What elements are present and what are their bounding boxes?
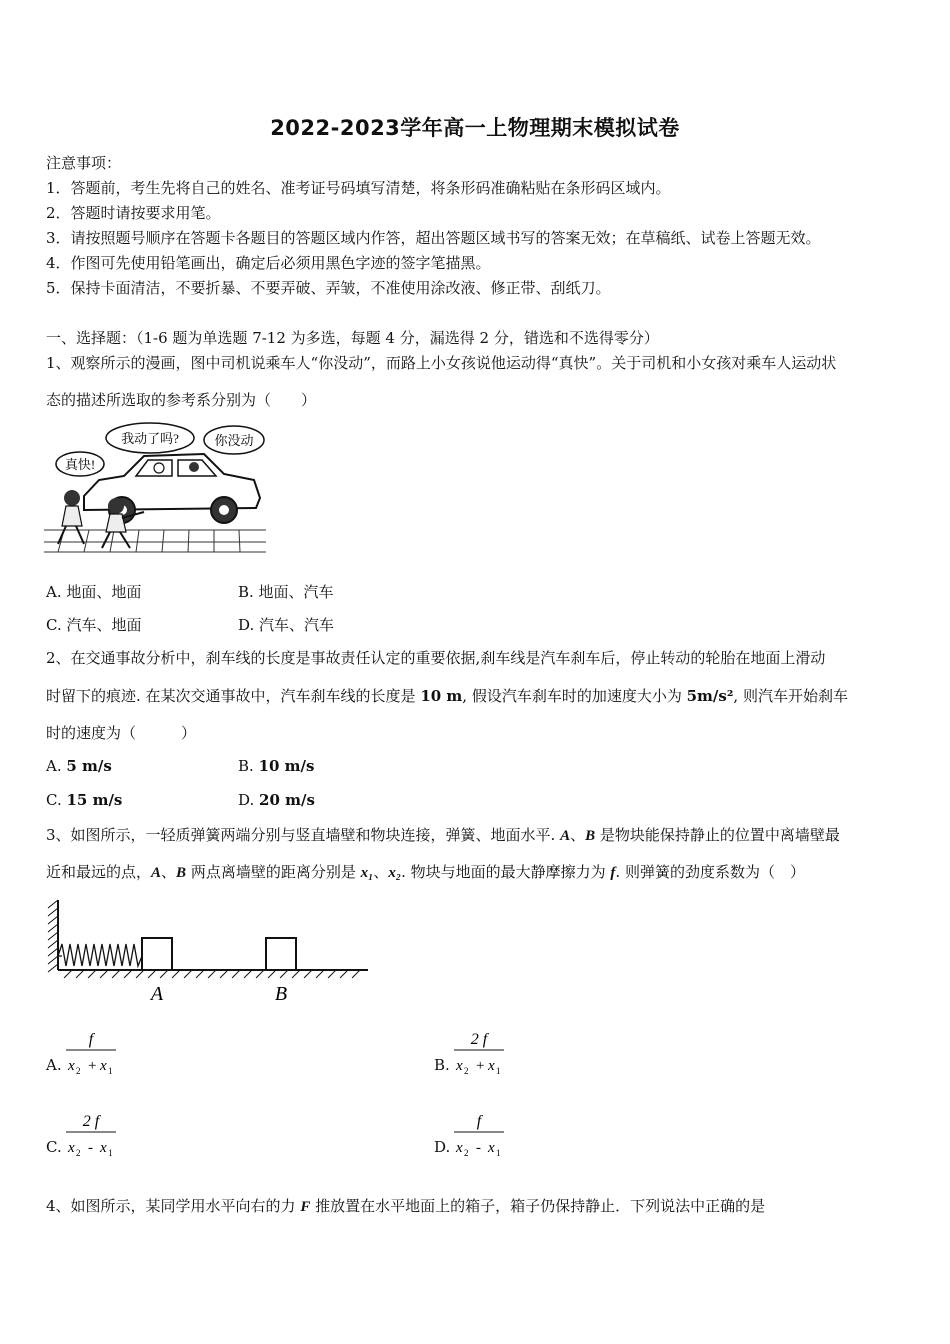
svg-text:1: 1 (496, 1066, 501, 1076)
q3-option-a[interactable]: A. f x 2 + x 1 (46, 1026, 146, 1082)
svg-text:x: x (100, 1058, 107, 1074)
q2-option-c[interactable]: C. 15 m/s (46, 791, 123, 809)
q1-text-line1: 1、观察所示的漫画，图中司机说乘车人“你没动”，而路上小女孩说他运动得“真快”。关于司机和小女孩对乘车人运动状 (46, 354, 837, 372)
section-heading: 一、选择题：（1-6 题为单选题 7-12 为多选，每题 4 分，漏选得 2 分，错选和不选得零分） (46, 329, 659, 347)
svg-text:-: - (476, 1140, 481, 1156)
svg-text:2: 2 (464, 1148, 469, 1158)
svg-text:x: x (68, 1140, 75, 1156)
svg-text:x: x (68, 1058, 75, 1074)
svg-text:f: f (476, 1113, 482, 1130)
q3-option-c[interactable]: C. 2 f x 2 - x 1 (46, 1108, 146, 1164)
q1-option-c[interactable]: C. 汽车、地面 (46, 616, 142, 634)
q1-cartoon (44, 418, 266, 556)
svg-text:1: 1 (108, 1148, 113, 1158)
page-title: 2022-2023学年高一上物理期末模拟试卷 (270, 116, 680, 140)
notice-item: 2．答题时请按要求用笔。 (46, 204, 221, 222)
fraction (64, 1026, 134, 1082)
bubble-zhenkuai: 真快! (64, 457, 96, 472)
notice-item: 4．作图可先使用铅笔画出，确定后必须用黑色字迹的签字笔描黑。 (46, 254, 491, 272)
q3-text-line1: 3、如图所示，一轻质弹簧两端分别与竖直墙壁和物块连接，弹簧、地面水平. A、B 是物块能保持静止的位置中离墙壁最 (46, 826, 840, 844)
q3-text-line2: 近和最远的点，A、B 两点离墙壁的距离分别是 x₁、x₂. 物块与地面的最大静摩擦力为 f. 则弹簧的劲度系数为（ ） (46, 863, 805, 881)
svg-text:x: x (488, 1140, 495, 1156)
q3-spring-diagram (44, 896, 374, 1008)
q1-text-line2: 态的描述所选取的参考系分别为（ ） (46, 391, 317, 409)
svg-text:1: 1 (496, 1148, 501, 1158)
svg-text:x: x (488, 1058, 495, 1074)
bubble-nimeidong: 你没动 (214, 433, 254, 448)
svg-text:+: + (476, 1058, 485, 1074)
svg-text:x: x (456, 1140, 463, 1156)
q2-text-line1: 2、在交通事故分析中，刹车线的长度是事故责任认定的重要依据,刹车线是汽车刹车后，停止转动的轮胎在地面上滑动 (46, 649, 826, 667)
q4-text-line1: 4、如图所示，某同学用水平向右的力 F 推放置在水平地面上的箱子，箱子仍保持静止．下列说法中正确的是 (46, 1197, 766, 1215)
q3-option-b[interactable]: B. 2 f x 2 + x 1 (434, 1026, 534, 1082)
notice-item: 1．答题前，考生先将自己的姓名、准考证号码填写清楚，将条形码准确粘贴在条形码区域内。 (46, 179, 671, 197)
q2-option-a[interactable]: A. 5 m/s (46, 757, 112, 775)
svg-text:1: 1 (108, 1066, 113, 1076)
svg-text:x: x (456, 1058, 463, 1074)
svg-text:x: x (100, 1140, 107, 1156)
q1-option-b[interactable]: B. 地面、汽车 (238, 583, 334, 601)
notice-item: 5．保持卡面清洁，不要折暴、不要弄破、弄皱，不准使用涂改液、修正带、刮纸刀。 (46, 279, 611, 297)
fraction (64, 1108, 134, 1164)
bubble-wodongle: 我动了吗? (121, 431, 179, 446)
svg-text:-: - (88, 1140, 93, 1156)
q1-option-a[interactable]: A. 地面、地面 (46, 583, 142, 601)
svg-text:f: f (88, 1031, 94, 1048)
q2-text-line2: 时留下的痕迹. 在某次交通事故中，汽车刹车线的长度是 10 m, 假设汽车刹车时的加速度大小为 5m/s², 则汽车开始刹车 (46, 687, 848, 705)
notice-item: 3．请按照题号顺序在答题卡各题目的答题区域内作答，超出答题区域书写的答案无效；在草稿纸、试卷上答题无效。 (46, 229, 821, 247)
q2-option-d[interactable]: D. 20 m/s (238, 791, 315, 809)
fraction (452, 1108, 522, 1164)
q2-option-b[interactable]: B. 10 m/s (238, 757, 315, 775)
q1-option-d[interactable]: D. 汽车、汽车 (238, 616, 335, 634)
svg-text:2 f: 2 f (470, 1031, 488, 1048)
svg-text:2 f: 2 f (82, 1113, 100, 1130)
label-a: A (150, 983, 164, 1005)
svg-text:+: + (88, 1058, 97, 1074)
q2-text-line3: 时的速度为（ ） (46, 724, 197, 742)
q3-option-d[interactable]: D. f x 2 - x 1 (434, 1108, 534, 1164)
svg-text:2: 2 (464, 1066, 469, 1076)
svg-text:2: 2 (76, 1066, 81, 1076)
svg-text:2: 2 (76, 1148, 81, 1158)
label-b: B (274, 983, 288, 1005)
fraction (452, 1026, 522, 1082)
notice-heading: 注意事项： (46, 154, 122, 172)
